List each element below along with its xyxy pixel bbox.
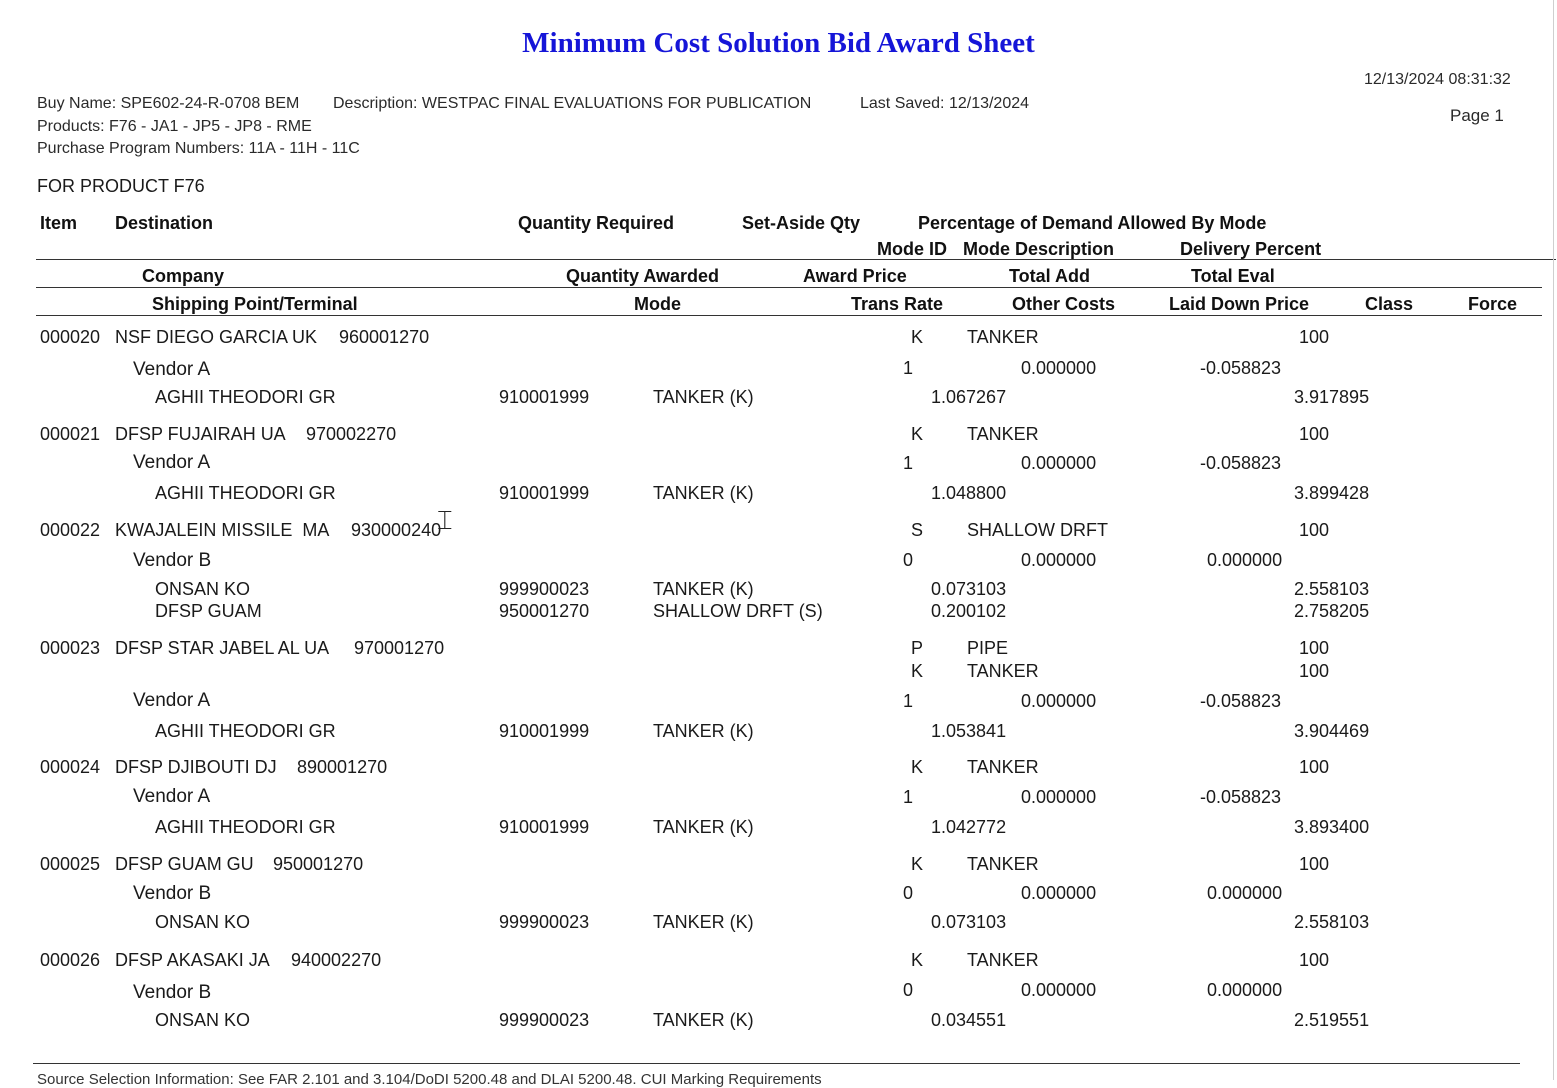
item-number: 000021 (40, 424, 101, 444)
award-price: 0 (903, 980, 914, 1000)
item-destination-code: 890001270 (297, 757, 388, 777)
vendor-name: Vendor A (133, 786, 211, 807)
total-eval: -0.058823 (1200, 691, 1282, 711)
vendor-name: Vendor B (133, 883, 212, 904)
mode-description: TANKER (967, 757, 1039, 777)
delivery-percent: 100 (1299, 327, 1330, 347)
laid-down-price: 2.558103 (1294, 912, 1370, 932)
mode-description: TANKER (967, 327, 1039, 347)
total-add: 0.000000 (1021, 980, 1097, 1000)
item-destination-code: 970001270 (354, 638, 445, 658)
mode-description: TANKER (967, 661, 1039, 681)
total-eval: 0.000000 (1207, 883, 1283, 903)
header-delivery-percent: Delivery Percent (1180, 239, 1322, 259)
mode-id: P (911, 638, 924, 658)
header-total-add: Total Add (1009, 266, 1090, 286)
item-destination-code: 950001270 (273, 854, 364, 874)
buy-description: Description: WESTPAC FINAL EVALUATIONS FOR PUBLICATION (333, 95, 812, 112)
mode-id: K (911, 327, 924, 347)
shipping-mode: TANKER (K) (653, 721, 754, 741)
mode-description: TANKER (967, 854, 1039, 874)
mode-description: SHALLOW DRFT (967, 520, 1109, 540)
item-destination: DFSP DJIBOUTI DJ (115, 757, 277, 777)
products-list: Products: F76 - JA1 - JP5 - JP8 - RME (37, 118, 312, 135)
purchase-program-numbers: Purchase Program Numbers: 11A - 11H - 11C (37, 140, 360, 157)
header-divider (36, 287, 1542, 288)
footer-divider (33, 1063, 1520, 1064)
header-trans-rate: Trans Rate (851, 294, 944, 314)
shipping-terminal: ONSAN KO (155, 1010, 251, 1030)
shipping-code: 950001270 (499, 601, 590, 621)
item-destination: DFSP AKASAKI JA (115, 950, 270, 970)
shipping-code: 910001999 (499, 387, 590, 407)
delivery-percent: 100 (1299, 424, 1330, 444)
item-destination: DFSP STAR JABEL AL UA (115, 638, 330, 658)
laid-down-price: 2.519551 (1294, 1010, 1370, 1030)
header-percentage-demand: Percentage of Demand Allowed By Mode (918, 213, 1267, 233)
shipping-mode: TANKER (K) (653, 387, 754, 407)
laid-down-price: 3.893400 (1294, 817, 1370, 837)
item-destination-code: 970002270 (306, 424, 397, 444)
shipping-mode: TANKER (K) (653, 579, 754, 599)
laid-down-price: 2.558103 (1294, 579, 1370, 599)
total-add: 0.000000 (1021, 787, 1097, 807)
award-price: 1 (903, 358, 914, 378)
award-price: 1 (903, 691, 914, 711)
trans-rate: 0.034551 (931, 1010, 1007, 1030)
header-destination: Destination (115, 213, 214, 233)
header-class: Class (1365, 294, 1414, 314)
header-set-aside-qty: Set-Aside Qty (742, 213, 861, 233)
header-other-costs: Other Costs (1012, 294, 1116, 314)
shipping-code: 999900023 (499, 912, 590, 932)
shipping-terminal: AGHII THEODORI GR (155, 817, 336, 837)
trans-rate: 1.067267 (931, 387, 1007, 407)
item-destination-code: 960001270 (339, 327, 430, 347)
shipping-terminal: AGHII THEODORI GR (155, 721, 336, 741)
mode-id: K (911, 424, 924, 444)
shipping-terminal: ONSAN KO (155, 912, 251, 932)
item-number: 000025 (40, 854, 101, 874)
item-destination: KWAJALEIN MISSILE MA (115, 520, 330, 540)
delivery-percent: 100 (1299, 520, 1330, 540)
total-add: 0.000000 (1021, 358, 1097, 378)
award-price: 0 (903, 550, 914, 570)
laid-down-price: 3.917895 (1294, 387, 1370, 407)
award-price: 0 (903, 883, 914, 903)
header-mode-description: Mode Description (963, 239, 1115, 259)
total-eval: -0.058823 (1200, 358, 1282, 378)
header-total-eval: Total Eval (1191, 266, 1275, 286)
buy-name: Buy Name: SPE602-24-R-0708 BEM (37, 95, 300, 112)
trans-rate: 0.073103 (931, 912, 1007, 932)
trans-rate: 1.042772 (931, 817, 1007, 837)
item-destination: DFSP FUJAIRAH UA (115, 424, 286, 444)
header-mode: Mode (634, 294, 681, 314)
header-divider (36, 315, 1542, 316)
total-eval: 0.000000 (1207, 550, 1283, 570)
shipping-mode: SHALLOW DRFT (S) (653, 601, 823, 621)
total-eval: -0.058823 (1200, 453, 1282, 473)
header-divider (36, 259, 1556, 260)
laid-down-price: 2.758205 (1294, 601, 1370, 621)
header-shipping-point: Shipping Point/Terminal (152, 294, 358, 314)
award-price: 1 (903, 453, 914, 473)
delivery-percent: 100 (1299, 661, 1330, 681)
footer-notice: Source Selection Information: See FAR 2.101 and 3.104/DoDI 5200.48 and DLAI 5200.48. CUI Marking Requirements (37, 1071, 822, 1088)
text-cursor-icon: ⌶ (437, 505, 453, 535)
item-number: 000022 (40, 520, 101, 540)
laid-down-price: 3.904469 (1294, 721, 1370, 741)
item-number: 000024 (40, 757, 101, 777)
shipping-code: 910001999 (499, 483, 590, 503)
mode-id: S (911, 520, 924, 540)
header-quantity-required: Quantity Required (518, 213, 675, 233)
mode-id: K (911, 661, 924, 681)
mode-description: TANKER (967, 950, 1039, 970)
trans-rate: 0.200102 (931, 601, 1007, 621)
vendor-name: Vendor A (133, 359, 211, 380)
item-destination-code: 940002270 (291, 950, 382, 970)
mode-id: K (911, 950, 924, 970)
item-destination: NSF DIEGO GARCIA UK (115, 327, 318, 347)
delivery-percent: 100 (1299, 757, 1330, 777)
vendor-name: Vendor A (133, 690, 211, 711)
shipping-terminal: ONSAN KO (155, 579, 251, 599)
total-eval: 0.000000 (1207, 980, 1283, 1000)
delivery-percent: 100 (1299, 854, 1330, 874)
mode-description: TANKER (967, 424, 1039, 444)
shipping-code: 999900023 (499, 1010, 590, 1030)
header-quantity-awarded: Quantity Awarded (566, 266, 720, 286)
vendor-name: Vendor A (133, 452, 211, 473)
header-laid-down-price: Laid Down Price (1169, 294, 1310, 314)
trans-rate: 0.073103 (931, 579, 1007, 599)
header-mode-id: Mode ID (877, 239, 947, 259)
total-add: 0.000000 (1021, 453, 1097, 473)
shipping-mode: TANKER (K) (653, 483, 754, 503)
mode-id: K (911, 854, 924, 874)
shipping-code: 999900023 (499, 579, 590, 599)
trans-rate: 1.048800 (931, 483, 1007, 503)
mode-id: K (911, 757, 924, 777)
header-company: Company (142, 266, 225, 286)
product-header: FOR PRODUCT F76 (37, 176, 205, 196)
award-price: 1 (903, 787, 914, 807)
item-destination: DFSP GUAM GU (115, 854, 254, 874)
item-destination-code: 930000240 (351, 520, 442, 540)
shipping-code: 910001999 (499, 817, 590, 837)
shipping-mode: TANKER (K) (653, 817, 754, 837)
shipping-terminal: AGHII THEODORI GR (155, 387, 336, 407)
report-title: Minimum Cost Solution Bid Award Sheet (522, 27, 1035, 59)
page-number: Page 1 (1450, 106, 1504, 125)
page-edge (1553, 0, 1554, 1080)
item-number: 000020 (40, 327, 101, 347)
total-add: 0.000000 (1021, 691, 1097, 711)
shipping-terminal: DFSP GUAM (155, 601, 262, 621)
delivery-percent: 100 (1299, 950, 1330, 970)
shipping-code: 910001999 (499, 721, 590, 741)
delivery-percent: 100 (1299, 638, 1330, 658)
last-saved: Last Saved: 12/13/2024 (860, 95, 1030, 112)
item-number: 000026 (40, 950, 101, 970)
mode-description: PIPE (967, 638, 1009, 658)
header-award-price: Award Price (803, 266, 907, 286)
laid-down-price: 3.899428 (1294, 483, 1370, 503)
total-eval: -0.058823 (1200, 787, 1282, 807)
total-add: 0.000000 (1021, 883, 1097, 903)
vendor-name: Vendor B (133, 982, 212, 1003)
header-force: Force (1468, 294, 1518, 314)
shipping-terminal: AGHII THEODORI GR (155, 483, 336, 503)
vendor-name: Vendor B (133, 550, 212, 571)
shipping-mode: TANKER (K) (653, 1010, 754, 1030)
shipping-mode: TANKER (K) (653, 912, 754, 932)
total-add: 0.000000 (1021, 550, 1097, 570)
report-datetime: 12/13/2024 08:31:32 (1364, 71, 1511, 88)
item-number: 000023 (40, 638, 101, 658)
trans-rate: 1.053841 (931, 721, 1007, 741)
header-item: Item (40, 213, 78, 233)
